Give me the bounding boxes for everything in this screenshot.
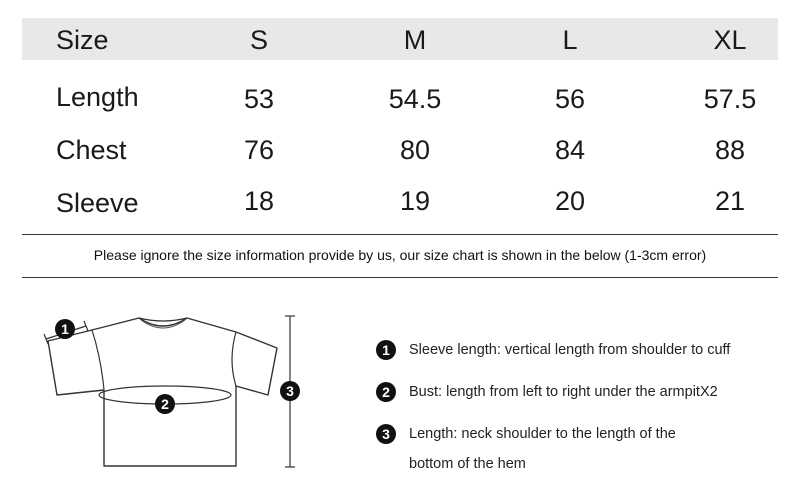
table-cell: 18	[243, 186, 275, 216]
divider-top	[22, 234, 778, 235]
table-cell: 88	[714, 135, 746, 165]
table-cell: 84	[554, 135, 586, 165]
header-size-xl: XL	[713, 25, 747, 55]
size-notice: Please ignore the size information provide by us, our size chart is shown in the below (1-3cm error)	[93, 247, 707, 263]
tshirt-diagram	[0, 290, 330, 490]
table-cell: 57.5	[703, 84, 757, 114]
header-size-m: M	[403, 25, 427, 55]
table-cell: 19	[399, 186, 431, 216]
tshirt-collar	[139, 318, 187, 321]
marker-1	[55, 319, 75, 339]
header-size-label: Size	[56, 25, 109, 55]
table-cell: 80	[399, 135, 431, 165]
marker-2	[155, 394, 175, 414]
header-size-s: S	[249, 25, 269, 55]
table-cell: 76	[243, 135, 275, 165]
legend-text-sleeve: Sleeve length: vertical length from shoulder to cuff	[409, 342, 731, 358]
legend-badge-3: 3	[376, 424, 396, 444]
row-label-length: Length	[56, 82, 139, 112]
legend-text-bust: Bust: length from left to right under the armpitX2	[409, 384, 718, 400]
table-cell: 54.5	[388, 84, 442, 114]
table-cell: 20	[554, 186, 586, 216]
table-header-band	[22, 18, 778, 60]
legend-badge-1: 1	[376, 340, 396, 360]
legend-item-bust	[376, 382, 718, 407]
legend-item-length	[376, 424, 726, 479]
row-label-sleeve: Sleeve	[56, 188, 139, 218]
legend-text-length: Length: neck shoulder to the length of the bottom of the hem	[409, 426, 676, 472]
table-cell: 21	[714, 186, 746, 216]
svg-text:2: 2	[161, 396, 169, 412]
legend-item-sleeve	[376, 340, 730, 365]
divider-bottom	[22, 277, 778, 278]
marker-3	[280, 381, 300, 401]
tshirt-outline	[48, 318, 277, 466]
row-label-chest: Chest	[56, 135, 127, 165]
table-cell: 53	[243, 84, 275, 114]
svg-text:3: 3	[286, 383, 294, 399]
header-size-l: L	[562, 25, 578, 55]
table-cell: 56	[554, 84, 586, 114]
svg-text:1: 1	[61, 321, 69, 337]
legend-badge-2: 2	[376, 382, 396, 402]
